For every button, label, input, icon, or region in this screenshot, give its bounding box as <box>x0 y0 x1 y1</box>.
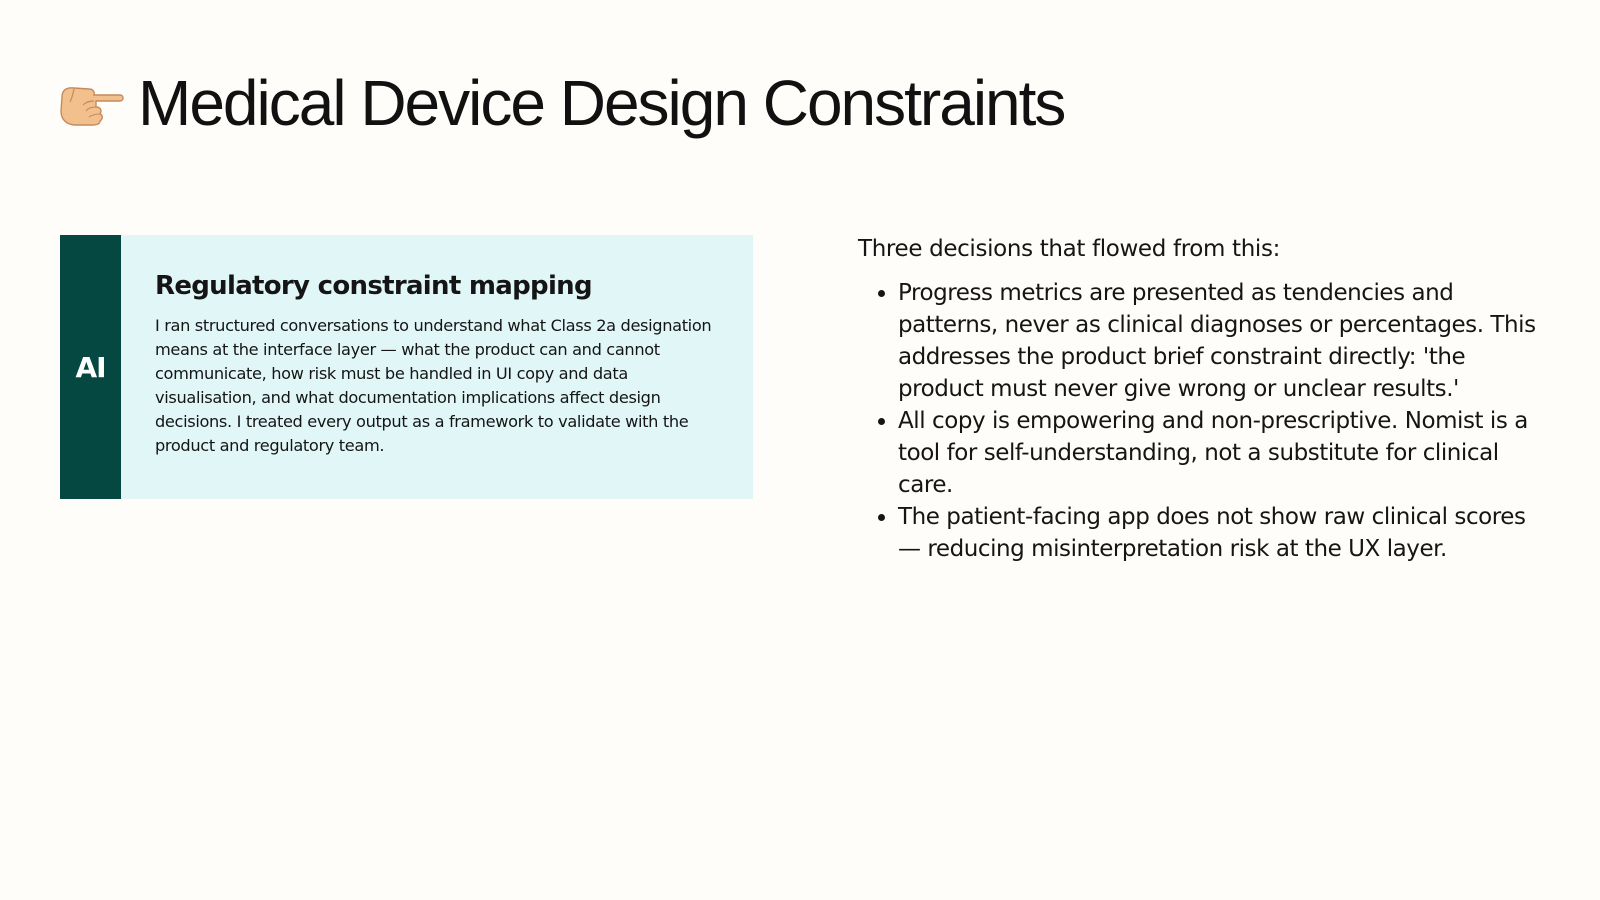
callout-body <box>121 235 753 499</box>
ai-tag: AI <box>60 235 121 499</box>
decision-list-item: • The patient-facing app does not show raw clinical scores — reducing misinterpretation risk at the UX layer. <box>898 501 1548 565</box>
decisions-section <box>858 233 1548 565</box>
decisions-list <box>858 277 1548 565</box>
regulatory-callout <box>60 235 753 499</box>
callout-heading: Regulatory constraint mapping <box>155 271 592 301</box>
backhand-index-pointing-right-icon <box>58 80 124 126</box>
page-title: Medical Device Design Constraints <box>138 67 1065 139</box>
callout-description: I ran structured conversations to understand what Class 2a designation means at the interface layer — what the product can and cannot communicate, how risk must be handled in UI copy and data visualisation, and what documentation implications affect design decisions. I treated every output as a framework to validate with the product and regulatory team. <box>155 315 712 455</box>
decisions-intro: Three decisions that flowed from this: <box>858 236 1280 262</box>
decision-list-item: • Progress metrics are presented as tendencies and patterns, never as clinical diagnoses or percentages. This addresses the product brief constraint directly: 'the product must never give wrong or unclear results.' <box>898 277 1548 405</box>
slide-title <box>58 58 1064 148</box>
decision-list-item: • All copy is empowering and non-prescriptive. Nomist is a tool for self-understanding, not a substitute for clinical care. <box>898 405 1548 501</box>
